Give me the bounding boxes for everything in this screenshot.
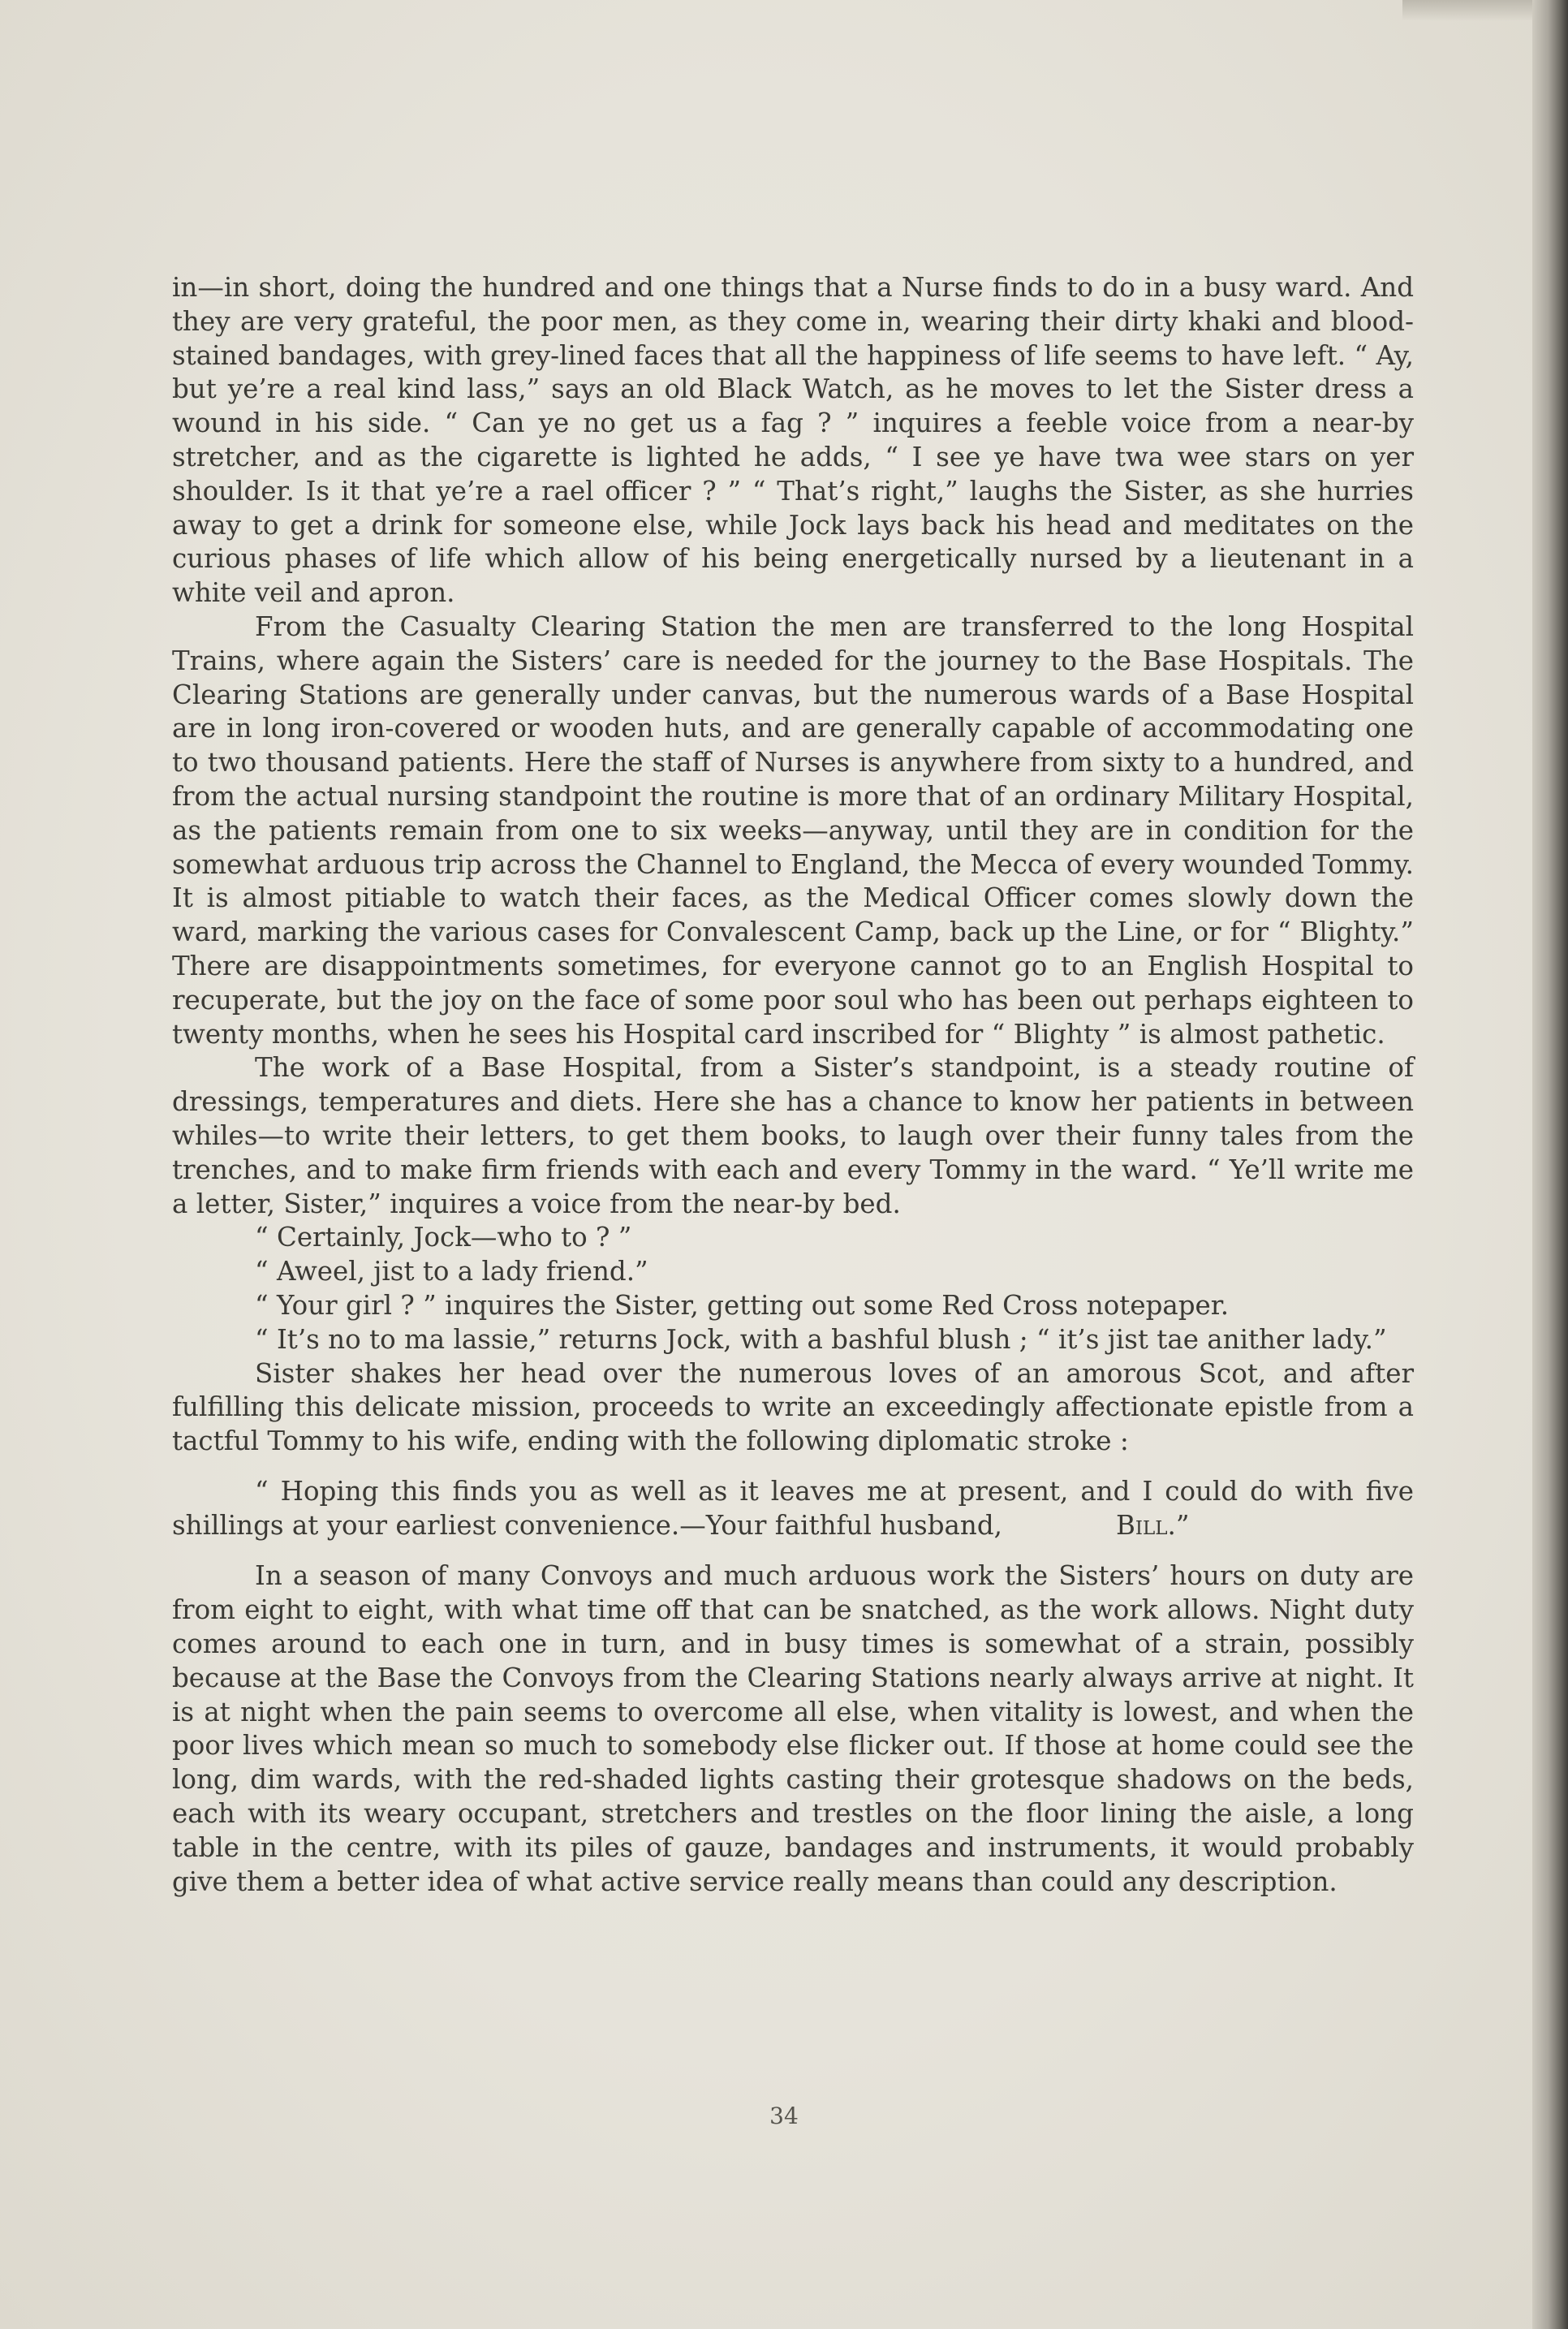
dialogue-line: “ It’s no to ma lassie,” returns Jock, with a bashful blush ; “ it’s jist tae anither lady.”: [255, 1323, 1387, 1355]
letter-quote: [172, 1475, 1414, 1543]
letter-text: “ Hoping this finds you as well as it leaves me at present, and I could do with five shillings at your earliest convenience.—Your faithful husband,: [172, 1475, 1414, 1541]
body-text: [172, 271, 1414, 1899]
page-edge-shadow: [1402, 0, 1532, 21]
paragraph: In a season of many Convoys and much arduous work the Sisters’ hours on duty are from eight to eight, with what time off that can be snatched, as the work allows. Night duty comes around to each one in turn, and in busy times is somewhat of a strain, possibly because at the Base the Convoys from the Clearing Stations nearly always arrive at night. It is at night when the pain seems to overcome all else, when vitality is lowest, and when the poor lives which mean so much to somebody else flicker out. If those at home could see the long, dim wards, with the red-shaded lights casting their grotesque shadows on the beds, each with its weary occupant, stretchers and trestles on the floor lining the aisle, a long table in the centre, with its piles of gauze, bandages and instruments, it would probably give them a better idea of what active service really means than could any description.: [172, 1560, 1414, 1897]
page-edge: [1532, 0, 1568, 2329]
dialogue-line: “ Aweel, jist to a lady friend.”: [255, 1256, 648, 1287]
paragraph: The work of a Base Hospital, from a Sister’s standpoint, is a steady routine of dressings, temperatures and diets. Here she has a chance to know her patients in between whiles—to write their letters, to get them books, to laugh over their funny tales from the trenches, and to make firm friends with each and every Tommy in the ward. “ Ye’ll write me a letter, Sister,” inquires a voice from the near-by bed.: [172, 1052, 1414, 1219]
letter-signature: Bill.”: [1115, 1509, 1190, 1541]
dialogue-line: “ Certainly, Jock—who to ? ”: [255, 1222, 632, 1253]
dialogue-line: “ Your girl ? ” inquires the Sister, getting out some Red Cross notepaper.: [255, 1289, 1230, 1321]
page-number: 34: [769, 2103, 799, 2129]
paragraph: From the Casualty Clearing Station the men are transferred to the long Hospital Trains, where again the Sisters’ care is needed for the journey to the Base Hospitals. The Clearing Stations are generally under canvas, but the numerous wards of a Base Hospital are in long iron-covered or wooden huts, and are generally capable of accommodating one to two thousand patients. Here the staff of Nurses is anywhere from sixty to a hundred, and from the actual nursing standpoint the routine is more that of an ordinary Military Hospital, as the patients remain from one to six weeks—anyway, until they are in condition for the somewhat arduous trip across the Channel to England, the Mecca of every wounded Tommy. It is almost pitiable to watch their faces, as the Medical Officer comes slowly down the ward, marking the various cases for Convalescent Camp, back up the Line, or for “ Blighty.” There are disappointments sometimes, for everyone cannot go to an English Hospital to recuperate, but the joy on the face of some poor soul who has been out perhaps eighteen to twenty months, when he sees his Hospital card inscribed for “ Blighty ” is almost pathetic.: [172, 610, 1414, 1050]
paragraph: in—in short, doing the hundred and one things that a Nurse finds to do in a busy ward. And they are very grateful, the poor men, as they come in, wearing their dirty khaki and blood-stained bandages, with grey-lined faces that all the happiness of life seems to have left. “ Ay, but ye’re a real kind lass,” says an old Black Watch, as he moves to let the Sister dress a wound in his side. “ Can ye no get us a fag ? ” inquires a feeble voice from a near-by stretcher, and as the cigarette is lighted he adds, “ I see ye have twa wee stars on yer shoulder. Is it that ye’re a rael officer ? ” “ That’s right,” laughs the Sister, as she hurries away to get a drink for someone else, while Jock lays back his head and meditates on the curious phases of life which allow of his being energetically nursed by a lieutenant in a white veil and apron.: [172, 272, 1414, 609]
paragraph: Sister shakes her head over the numerous loves of an amorous Scot, and after fulfilling this delicate mission, proceeds to write an exceedingly affectionate epistle from a tactful Tommy to his wife, ending with the following diplomatic stroke :: [172, 1357, 1414, 1457]
